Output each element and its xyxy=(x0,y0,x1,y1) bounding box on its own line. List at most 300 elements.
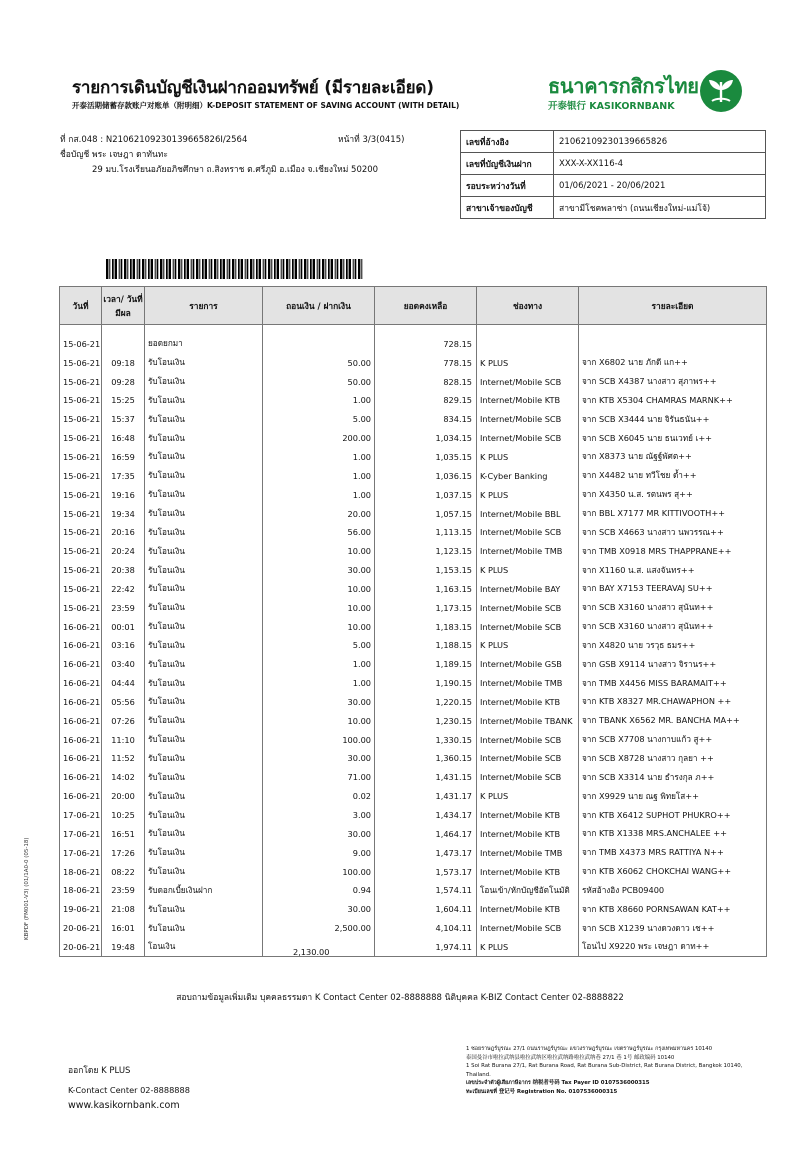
table-row xyxy=(60,504,767,523)
cell-channel: Internet/Mobile SCB xyxy=(477,372,579,391)
address-line-chinese: 泰国曼谷市啦拉武纳县啦拉武纳区啦拉武纳路啦拉武纳巷 27/1 巷 1号 邮政编码 10140 xyxy=(466,1054,675,1061)
table-row xyxy=(60,938,767,957)
cell-date: 16-06-21 xyxy=(60,655,102,674)
deposit-amount: 0.94 xyxy=(352,885,371,896)
table-row xyxy=(60,485,767,504)
bank-logo xyxy=(548,68,748,118)
table-row xyxy=(60,561,767,580)
table-row xyxy=(60,466,767,485)
cell-item: รับโอนเงิน xyxy=(145,466,263,485)
deposit-amount: 1.00 xyxy=(352,470,371,481)
cell-detail: จาก X4482 นาย ทวีโชย ด้ำ++ xyxy=(579,466,767,485)
cell-item: รับโอนเงิน xyxy=(145,862,263,881)
cell-item: รับโอนเงิน xyxy=(145,693,263,712)
cell-channel: Internet/Mobile GSB xyxy=(477,655,579,674)
cell-item: รับโอนเงิน xyxy=(145,448,263,467)
cell-balance: 1,057.15 xyxy=(375,504,477,523)
cell-time: 20:38 xyxy=(102,561,145,580)
table-row xyxy=(60,862,767,881)
cell-balance: 1,183.15 xyxy=(375,617,477,636)
cell-item: รับโอนเงิน xyxy=(145,410,263,429)
cell-channel: Internet/Mobile SCB xyxy=(477,523,579,542)
cell-time: 04:44 xyxy=(102,674,145,693)
cell-channel: Internet/Mobile SCB xyxy=(477,598,579,617)
cell-item: รับโอนเงิน xyxy=(145,711,263,730)
table-row xyxy=(60,768,767,787)
cell-detail: จาก SCB X3160 นางสาว สุนันท++ xyxy=(579,598,767,617)
cell-channel: Internet/Mobile SCB xyxy=(477,919,579,938)
deposit-amount: 1.00 xyxy=(352,395,371,406)
cell-item: รับโอนเงิน xyxy=(145,372,263,391)
cell-time: 17:35 xyxy=(102,466,145,485)
cell-detail: จาก X4350 น.ส. รตนพร สุ++ xyxy=(579,485,767,504)
cell-channel: โอนเข้า/หักบัญชีอัตโนมัติ xyxy=(477,881,579,900)
deposit-amount: 1.00 xyxy=(352,489,371,500)
cell-detail: จาก X4820 นาย วรวุธ ธมร++ xyxy=(579,636,767,655)
cell-time: 09:28 xyxy=(102,372,145,391)
deposit-amount: 10.00 xyxy=(347,583,371,594)
cell-balance: 778.15 xyxy=(375,353,477,372)
cell-time: 23:59 xyxy=(102,881,145,900)
deposit-amount: 1.00 xyxy=(352,659,371,670)
cell-channel: Internet/Mobile SCB xyxy=(477,429,579,448)
cell-time: 11:52 xyxy=(102,749,145,768)
cell-date: 16-06-21 xyxy=(60,768,102,787)
info-label: เลขที่อ้างอิง xyxy=(461,131,554,153)
header-channel: ช่องทาง xyxy=(477,287,579,325)
cell-channel: Internet/Mobile SCB xyxy=(477,410,579,429)
tax-payer-id: เลขประจำตัวผู้เสียภาษีอากร 纳税者号码 Tax Payer ID 0107536000315 xyxy=(466,1080,650,1086)
cell-item: รับโอนเงิน xyxy=(145,824,263,843)
cell-time: 16:48 xyxy=(102,429,145,448)
cell-time: 16:51 xyxy=(102,824,145,843)
cell-item: รับโอนเงิน xyxy=(145,579,263,598)
info-label: เลขที่บัญชีเงินฝาก xyxy=(461,153,554,175)
cell-date: 17-06-21 xyxy=(60,843,102,862)
cell-detail: จาก SCB X3314 นาย ธำรงกุล ภ++ xyxy=(579,768,767,787)
cell-date: 15-06-21 xyxy=(60,448,102,467)
cell-detail xyxy=(579,335,767,354)
cell-item: รับโอนเงิน xyxy=(145,523,263,542)
info-row xyxy=(461,175,766,197)
deposit-amount: 1.00 xyxy=(352,451,371,462)
cell-channel: K PLUS xyxy=(477,787,579,806)
cell-detail: โอนไป X9220 พระ เจษฎา ดาท++ xyxy=(579,938,767,957)
deposit-amount: 10.00 xyxy=(347,715,371,726)
cell-date: 15-06-21 xyxy=(60,485,102,504)
cell-item: รับโอนเงิน xyxy=(145,843,263,862)
cell-amount xyxy=(263,730,375,749)
cell-channel: Internet/Mobile TMB xyxy=(477,674,579,693)
cell-balance: 829.15 xyxy=(375,391,477,410)
table-row xyxy=(60,730,767,749)
cell-time: 03:40 xyxy=(102,655,145,674)
table-row xyxy=(60,617,767,636)
cell-channel xyxy=(477,335,579,354)
deposit-amount: 56.00 xyxy=(347,527,371,538)
info-row xyxy=(461,197,766,219)
cell-amount xyxy=(263,485,375,504)
cell-time: 20:00 xyxy=(102,787,145,806)
cell-date: 16-06-21 xyxy=(60,730,102,749)
cell-time: 21:08 xyxy=(102,900,145,919)
reference-number: ที่ กส.048 : N210621092301396658​26I/2564 xyxy=(60,135,248,145)
cell-channel: Internet/Mobile KTB xyxy=(477,900,579,919)
cell-date: 15-06-21 xyxy=(60,335,102,354)
table-row xyxy=(60,787,767,806)
kasikorn-emblem-icon xyxy=(698,68,744,114)
deposit-amount: 50.00 xyxy=(347,376,371,387)
cell-item: รับดอกเบี้ยเงินฝาก xyxy=(145,881,263,900)
cell-amount xyxy=(263,919,375,938)
cell-balance: 1,604.11 xyxy=(375,900,477,919)
cell-amount xyxy=(263,448,375,467)
cell-time: 20:24 xyxy=(102,542,145,561)
table-row xyxy=(60,919,767,938)
cell-time: 20:16 xyxy=(102,523,145,542)
cell-detail: จาก KTB X5304 CHAMRAS MARNK++ xyxy=(579,391,767,410)
cell-balance: 1,464.17 xyxy=(375,824,477,843)
cell-time: 16:59 xyxy=(102,448,145,467)
cell-amount xyxy=(263,353,375,372)
cell-item: รับโอนเงิน xyxy=(145,806,263,825)
table-row xyxy=(60,824,767,843)
cell-balance: 1,153.15 xyxy=(375,561,477,580)
cell-amount xyxy=(263,693,375,712)
cell-time: 03:16 xyxy=(102,636,145,655)
cell-balance: 1,220.15 xyxy=(375,693,477,712)
cell-item: รับโอนเงิน xyxy=(145,598,263,617)
deposit-amount: 2,500.00 xyxy=(334,923,371,934)
cell-item: รับโอนเงิน xyxy=(145,768,263,787)
table-row xyxy=(60,711,767,730)
cell-channel: Internet/Mobile TMB xyxy=(477,542,579,561)
table-row xyxy=(60,843,767,862)
cell-date: 15-06-21 xyxy=(60,410,102,429)
cell-amount xyxy=(263,542,375,561)
cell-channel: Internet/Mobile TBANK xyxy=(477,711,579,730)
info-value: XXX-X-XX116-4 xyxy=(554,153,766,175)
cell-item: รับโอนเงิน xyxy=(145,542,263,561)
cell-channel: Internet/Mobile SCB xyxy=(477,730,579,749)
bank-name-thai: ธนาคารกสิกรไทย xyxy=(548,74,699,98)
cell-balance: 1,434.17 xyxy=(375,806,477,825)
cell-time: 19:16 xyxy=(102,485,145,504)
cell-balance: 1,189.15 xyxy=(375,655,477,674)
cell-amount xyxy=(263,900,375,919)
table-row xyxy=(60,598,767,617)
cell-item: รับโอนเงิน xyxy=(145,730,263,749)
table-row xyxy=(60,655,767,674)
table-row xyxy=(60,429,767,448)
cell-date: 15-06-21 xyxy=(60,598,102,617)
cell-balance: 728.15 xyxy=(375,335,477,354)
header-amount: ถอนเงิน / ฝากเงิน xyxy=(263,287,375,325)
cell-detail: จาก SCB X6045 นาย ธนเวทย์ เ++ xyxy=(579,429,767,448)
page-number: หน้าที่ 3/3(0415) xyxy=(338,135,405,145)
deposit-amount: 1.00 xyxy=(352,678,371,689)
cell-time: 22:42 xyxy=(102,579,145,598)
deposit-amount: 100.00 xyxy=(342,866,371,877)
account-info-table xyxy=(460,130,766,219)
cell-detail: จาก KTB X8660 PORNSAWAN KAT++ xyxy=(579,900,767,919)
cell-time: 10:25 xyxy=(102,806,145,825)
header-date: วันที่ xyxy=(60,287,102,325)
cell-time: 08:22 xyxy=(102,862,145,881)
form-code: KBPDF (FM001-V3) (01/1A0-0 (05-18) xyxy=(24,837,30,940)
cell-detail: จาก TMB X4456 MISS BARAMAIT++ xyxy=(579,674,767,693)
address-line-english: 1 Soi Rat Burana 27/1, Rat Burana Road, Rat Burana Sub-District, Rat Burana District, Bangkok 10140, Thailand. xyxy=(466,1063,743,1078)
cell-detail: จาก X1160 น.ส. แสงจันทร++ xyxy=(579,561,767,580)
cell-amount xyxy=(263,674,375,693)
barcode-icon xyxy=(106,259,366,279)
cell-balance: 4,104.11 xyxy=(375,919,477,938)
cell-date: 15-06-21 xyxy=(60,561,102,580)
header-item: รายการ xyxy=(145,287,263,325)
cell-item: รับโอนเงิน xyxy=(145,561,263,580)
cell-detail: จาก SCB X3160 นางสาว สุนันท++ xyxy=(579,617,767,636)
statement-subtitle: 开泰活期储蓄存款账户对账单（附明细）K-DEPOSIT STATEMENT OF SAVING ACCOUNT (WITH DETAIL) xyxy=(72,101,460,110)
info-value: สาขามีโชคพลาซ่า (ถนนเชียงใหม่-แม่โจ้) xyxy=(554,197,766,219)
cell-time: 15:25 xyxy=(102,391,145,410)
cell-detail: จาก SCB X1239 นางดวงดาว เช++ xyxy=(579,919,767,938)
cell-balance: 1,360.15 xyxy=(375,749,477,768)
cell-item: รับโอนเงิน xyxy=(145,353,263,372)
deposit-amount: 30.00 xyxy=(347,565,371,576)
deposit-amount: 30.00 xyxy=(347,828,371,839)
cell-channel: K-Cyber Banking xyxy=(477,466,579,485)
table-row xyxy=(60,523,767,542)
withdraw-amount: 2,130.00 xyxy=(293,946,330,957)
statement-title: รายการเดินบัญชีเงินฝากออมทรัพย์ (มีรายละเอียด) xyxy=(72,78,434,98)
table-row xyxy=(60,674,767,693)
cell-channel: K PLUS xyxy=(477,938,579,957)
cell-amount xyxy=(263,749,375,768)
cell-balance: 834.15 xyxy=(375,410,477,429)
cell-date: 17-06-21 xyxy=(60,824,102,843)
cell-date: 20-06-21 xyxy=(60,938,102,957)
footer-website: www.kasikornbank.com xyxy=(68,1100,180,1111)
info-label: สาขาเจ้าของบัญชี xyxy=(461,197,554,219)
cell-amount xyxy=(263,843,375,862)
cell-item: รับโอนเงิน xyxy=(145,391,263,410)
table-spacer-row xyxy=(60,325,767,335)
cell-channel: Internet/Mobile KTB xyxy=(477,862,579,881)
cell-item: รับโอนเงิน xyxy=(145,504,263,523)
cell-channel: Internet/Mobile SCB xyxy=(477,617,579,636)
cell-time: 11:10 xyxy=(102,730,145,749)
info-value: 210621092301396658​26 xyxy=(554,131,766,153)
cell-time: 00:01 xyxy=(102,617,145,636)
cell-item: รับโอนเงิน xyxy=(145,900,263,919)
cell-time xyxy=(102,335,145,354)
cell-balance: 1,230.15 xyxy=(375,711,477,730)
cell-item: โอนเงิน xyxy=(145,938,263,957)
cell-item: รับโอนเงิน xyxy=(145,919,263,938)
cell-amount xyxy=(263,335,375,354)
cell-date: 17-06-21 xyxy=(60,806,102,825)
cell-amount xyxy=(263,824,375,843)
cell-amount xyxy=(263,938,375,957)
cell-time: 16:01 xyxy=(102,919,145,938)
table-row xyxy=(60,636,767,655)
cell-time: 23:59 xyxy=(102,598,145,617)
cell-amount xyxy=(263,391,375,410)
cell-detail: จาก X6802 นาย ภักดี แก++ xyxy=(579,353,767,372)
deposit-amount: 5.00 xyxy=(352,640,371,651)
table-row xyxy=(60,391,767,410)
deposit-amount: 3.00 xyxy=(352,810,371,821)
cell-time: 17:26 xyxy=(102,843,145,862)
deposit-amount: 10.00 xyxy=(347,546,371,557)
cell-detail: จาก TMB X0918 MRS THAPPRANE++ xyxy=(579,542,767,561)
cell-balance: 1,036.15 xyxy=(375,466,477,485)
cell-date: 16-06-21 xyxy=(60,711,102,730)
cell-detail: จาก SCB X3444 นาย จิรันธนัน++ xyxy=(579,410,767,429)
table-row xyxy=(60,335,767,354)
table-header-row xyxy=(60,287,767,325)
cell-amount xyxy=(263,523,375,542)
header-time: เวลา/ วันที่มีผล xyxy=(102,287,145,325)
cell-channel: Internet/Mobile KTB xyxy=(477,824,579,843)
cell-amount xyxy=(263,617,375,636)
cell-detail: จาก TMB X4373 MRS RATTIYA N++ xyxy=(579,843,767,862)
cell-channel: Internet/Mobile SCB xyxy=(477,768,579,787)
cell-channel: Internet/Mobile TMB xyxy=(477,843,579,862)
table-row xyxy=(60,749,767,768)
cell-amount xyxy=(263,466,375,485)
cell-amount xyxy=(263,504,375,523)
cell-balance: 1,034.15 xyxy=(375,429,477,448)
cell-date: 16-06-21 xyxy=(60,693,102,712)
table-row xyxy=(60,372,767,391)
account-owner: ชื่อบัญชี พระ เจษฎา ดาทันทะ xyxy=(60,150,168,160)
cell-balance: 1,190.15 xyxy=(375,674,477,693)
cell-time: 14:02 xyxy=(102,768,145,787)
cell-detail: จาก BBL X7177 MR KITTIVOOTH++ xyxy=(579,504,767,523)
cell-channel: Internet/Mobile SCB xyxy=(477,749,579,768)
cell-detail: จาก X8373 นาย ณัฐฐ์พัศต++ xyxy=(579,448,767,467)
cell-date: 15-06-21 xyxy=(60,542,102,561)
table-row xyxy=(60,900,767,919)
bank-name-english: 开泰银行 KASIKORNBANK xyxy=(548,101,675,112)
transactions-table xyxy=(59,286,767,957)
cell-item: รับโอนเงิน xyxy=(145,787,263,806)
deposit-amount: 71.00 xyxy=(347,772,371,783)
cell-time: 19:48 xyxy=(102,938,145,957)
cell-balance: 1,573.17 xyxy=(375,862,477,881)
cell-balance: 1,574.11 xyxy=(375,881,477,900)
cell-balance: 1,431.15 xyxy=(375,768,477,787)
cell-amount xyxy=(263,636,375,655)
cell-balance: 1,431.17 xyxy=(375,787,477,806)
cell-date: 15-06-21 xyxy=(60,429,102,448)
cell-date: 16-06-21 xyxy=(60,674,102,693)
cell-channel: Internet/Mobile KTB xyxy=(477,391,579,410)
cell-balance: 1,113.15 xyxy=(375,523,477,542)
cell-balance: 1,037.15 xyxy=(375,485,477,504)
header-detail: รายละเอียด xyxy=(579,287,767,325)
info-row xyxy=(461,153,766,175)
table-row xyxy=(60,448,767,467)
cell-amount xyxy=(263,862,375,881)
contact-info: สอบถามข้อมูลเพิ่มเติม บุคคลธรรมดา K Contact Center 02-8888888 นิติบุคคล K-BIZ Contact Center 02-8888822 xyxy=(176,993,624,1003)
cell-amount xyxy=(263,372,375,391)
cell-item: รับโอนเงิน xyxy=(145,655,263,674)
cell-detail: จาก KTB X6062 CHOKCHAI WANG++ xyxy=(579,862,767,881)
cell-amount xyxy=(263,655,375,674)
registration-number: ทะเบียนเลขที่ 登记号 Registration No. 0107536000315 xyxy=(466,1088,618,1095)
cell-date: 16-06-21 xyxy=(60,749,102,768)
address-line-thai: 1 ซอยราษฎร์บูรณะ 27/1 ถนนราษฎร์บูรณะ แขวงราษฎร์บูรณะ เขตราษฎร์บูรณะ กรุงเทพมหานคร 10140 xyxy=(466,1046,713,1052)
deposit-amount: 30.00 xyxy=(347,904,371,915)
cell-balance: 1,123.15 xyxy=(375,542,477,561)
cell-amount xyxy=(263,768,375,787)
deposit-amount: 9.00 xyxy=(352,847,371,858)
cell-balance: 1,974.11 xyxy=(375,938,477,957)
cell-item: ยอดยกมา xyxy=(145,335,263,354)
cell-date: 15-06-21 xyxy=(60,504,102,523)
issued-by: ออกโดย K PLUS xyxy=(68,1066,131,1076)
cell-time: 15:37 xyxy=(102,410,145,429)
cell-detail: จาก GSB X9114 นางสาว จิรานร++ xyxy=(579,655,767,674)
cell-date: 15-06-21 xyxy=(60,391,102,410)
cell-date: 15-06-21 xyxy=(60,372,102,391)
cell-amount xyxy=(263,579,375,598)
cell-date: 16-06-21 xyxy=(60,636,102,655)
info-label: รอบระหว่างวันที่ xyxy=(461,175,554,197)
cell-date: 15-06-21 xyxy=(60,523,102,542)
table-row xyxy=(60,806,767,825)
cell-date: 15-06-21 xyxy=(60,466,102,485)
cell-amount xyxy=(263,561,375,580)
cell-channel: Internet/Mobile BAY xyxy=(477,579,579,598)
deposit-amount: 100.00 xyxy=(342,734,371,745)
deposit-amount: 50.00 xyxy=(347,357,371,368)
cell-channel: K PLUS xyxy=(477,353,579,372)
owner-address: 29 มบ.โรงเรียนอภัยอภิชศึกษา ถ.สิงหราช ต.ศรีภูมิ อ.เมือง จ.เชียงใหม่ 50200 xyxy=(92,165,379,175)
deposit-amount: 5.00 xyxy=(352,414,371,425)
cell-detail: จาก KTB X1338 MRS.ANCHALEE ++ xyxy=(579,824,767,843)
cell-detail: จาก SCB X4387 นางสาว สุภาพร++ xyxy=(579,372,767,391)
table-row xyxy=(60,579,767,598)
cell-detail: รหัสอ้างอิง PCB09400 xyxy=(579,881,767,900)
cell-date: 18-06-21 xyxy=(60,881,102,900)
cell-balance: 1,473.17 xyxy=(375,843,477,862)
cell-balance: 828.15 xyxy=(375,372,477,391)
cell-balance: 1,035.15 xyxy=(375,448,477,467)
cell-date: 16-06-21 xyxy=(60,617,102,636)
table-row xyxy=(60,693,767,712)
cell-channel: K PLUS xyxy=(477,636,579,655)
cell-item: รับโอนเงิน xyxy=(145,617,263,636)
cell-date: 19-06-21 xyxy=(60,900,102,919)
cell-time: 07:26 xyxy=(102,711,145,730)
cell-date: 18-06-21 xyxy=(60,862,102,881)
header-balance: ยอดคงเหลือ xyxy=(375,287,477,325)
cell-channel: Internet/Mobile KTB xyxy=(477,806,579,825)
cell-amount xyxy=(263,410,375,429)
cell-amount xyxy=(263,598,375,617)
cell-balance: 1,173.15 xyxy=(375,598,477,617)
deposit-amount: 30.00 xyxy=(347,696,371,707)
cell-item: รับโอนเงิน xyxy=(145,674,263,693)
cell-amount xyxy=(263,429,375,448)
cell-detail: จาก BAY X7153 TEERAVAJ SU++ xyxy=(579,579,767,598)
cell-date: 15-06-21 xyxy=(60,579,102,598)
cell-amount xyxy=(263,881,375,900)
table-row xyxy=(60,353,767,372)
